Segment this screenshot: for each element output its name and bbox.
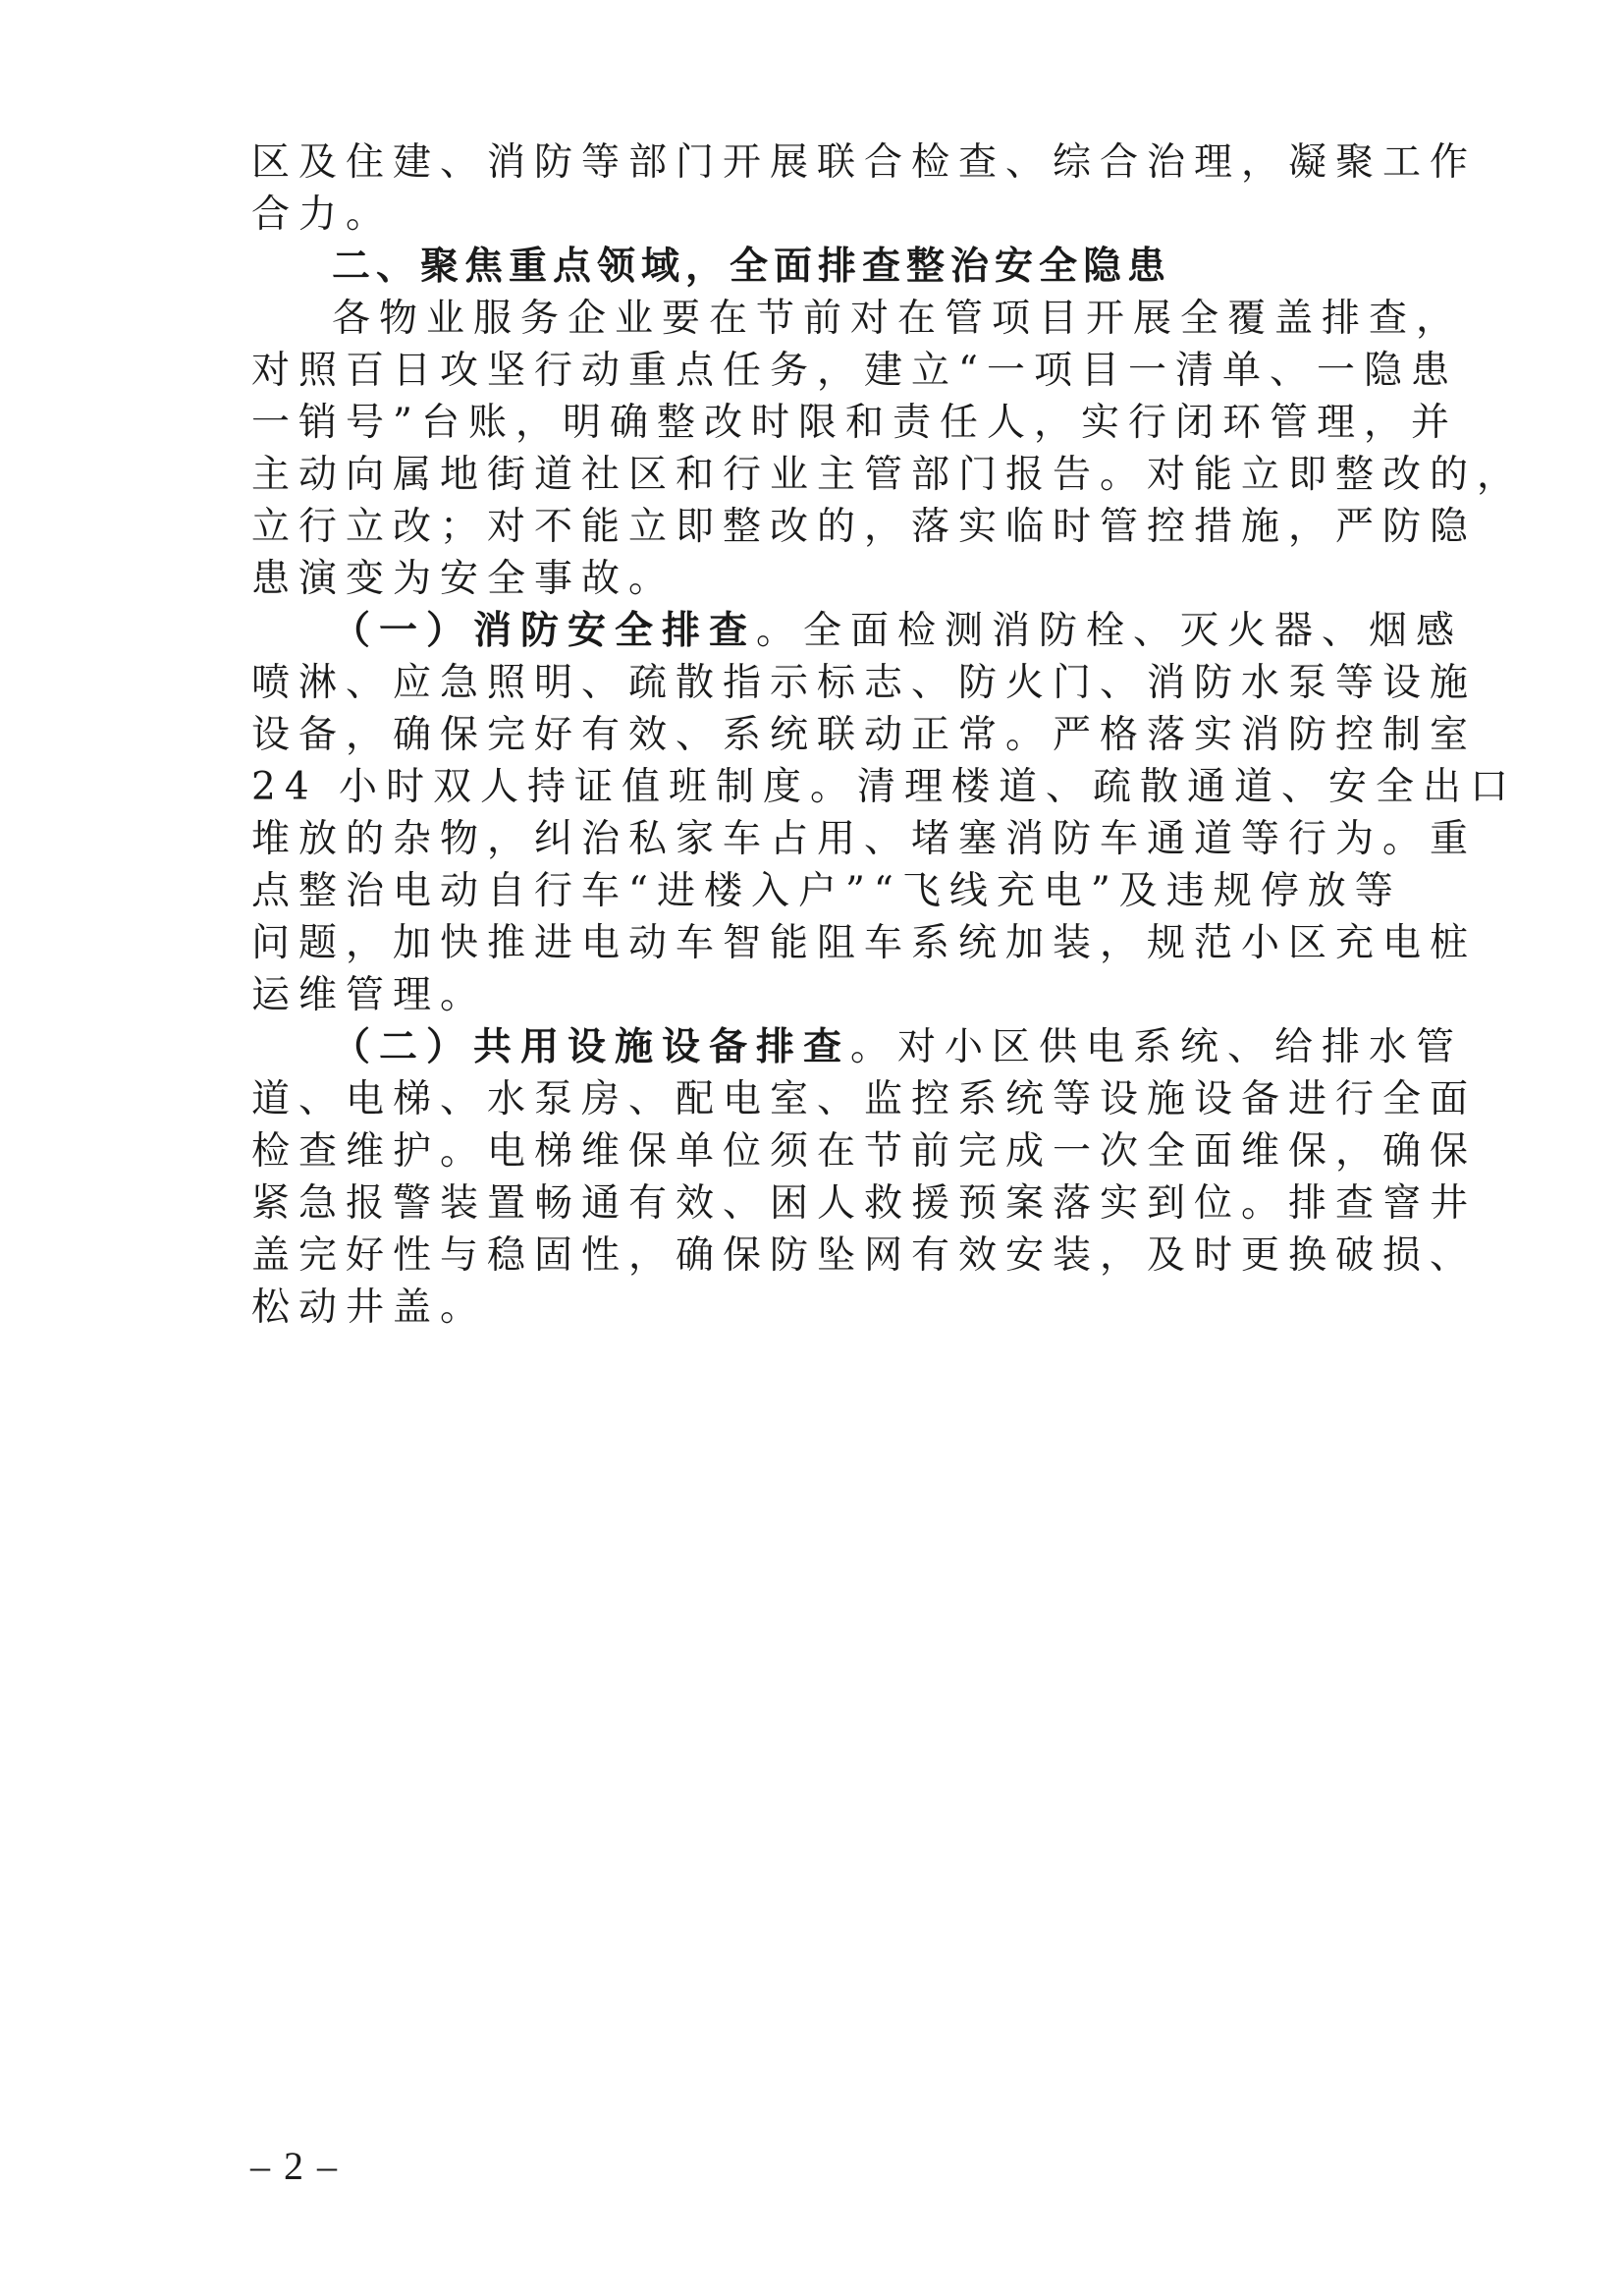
- body-text: 。全面检测消防栓、灭火器、烟感: [756, 609, 1464, 653]
- body-line: 堆放的杂物，纠治私家车占用、堵塞消防车通道等行为。重: [251, 817, 1478, 861]
- body-line: 检查维护。电梯维保单位须在节前完成一次全面维保，确保: [251, 1129, 1478, 1174]
- body-line: 松动井盖。: [251, 1285, 488, 1330]
- subsection-paragraph-line: [332, 1022, 1463, 1073]
- body-line: 设备，确保完好有效、系统联动正常。严格落实消防控制室: [251, 713, 1478, 757]
- body-line: 对照百日攻坚行动重点任务，建立“一项目一清单、一隐患: [251, 349, 1458, 393]
- body-line: 主动向属地街道社区和行业主管部门报告。对能立即整改的，: [251, 453, 1525, 497]
- body-line: 区及住建、消防等部门开展联合检查、综合治理，凝聚工作: [251, 140, 1478, 185]
- body-text: 。对小区供电系统、给排水管: [850, 1025, 1464, 1069]
- body-line: 盖完好性与稳固性，确保防坠网有效安装，及时更换破损、: [251, 1233, 1478, 1278]
- body-line: 各物业服务企业要在节前对在管项目开展全覆盖排查，: [332, 297, 1464, 341]
- subsection-title: （一）消防安全排查: [332, 609, 757, 653]
- body-line: 运维管理。: [251, 973, 488, 1017]
- body-line: 喷淋、应急照明、疏散指示标志、防火门、消防水泵等设施: [251, 661, 1478, 705]
- body-line: 合力。: [251, 192, 394, 237]
- body-line: 24 小时双人持证值班制度。清理楼道、疏散通道、安全出口: [251, 765, 1518, 809]
- body-line: 立行立改；对不能立即整改的，落实临时管控措施，严防隐: [251, 505, 1478, 549]
- subsection-paragraph-line: [332, 606, 1463, 657]
- body-line: 点整治电动自行车“进楼入户”“飞线充电”及违规停放等: [251, 869, 1402, 913]
- subsection-title: （二）共用设施设备排查: [332, 1025, 851, 1069]
- body-line: 道、电梯、水泵房、配电室、监控系统等设施设备进行全面: [251, 1077, 1478, 1121]
- section-heading: 二、聚焦重点领域，全面排查整治安全隐患: [332, 245, 1172, 289]
- body-line: 紧急报警装置畅通有效、困人救援预案落实到位。排查窨井: [251, 1181, 1478, 1226]
- body-line: 问题，加快推进电动车智能阻车系统加装，规范小区充电桩: [251, 921, 1478, 965]
- body-line: 一销号”台账，明确整改时限和责任人，实行闭环管理，并: [251, 401, 1458, 445]
- body-line: 患演变为安全事故。: [251, 557, 676, 601]
- page-number: – 2 –: [250, 2144, 339, 2188]
